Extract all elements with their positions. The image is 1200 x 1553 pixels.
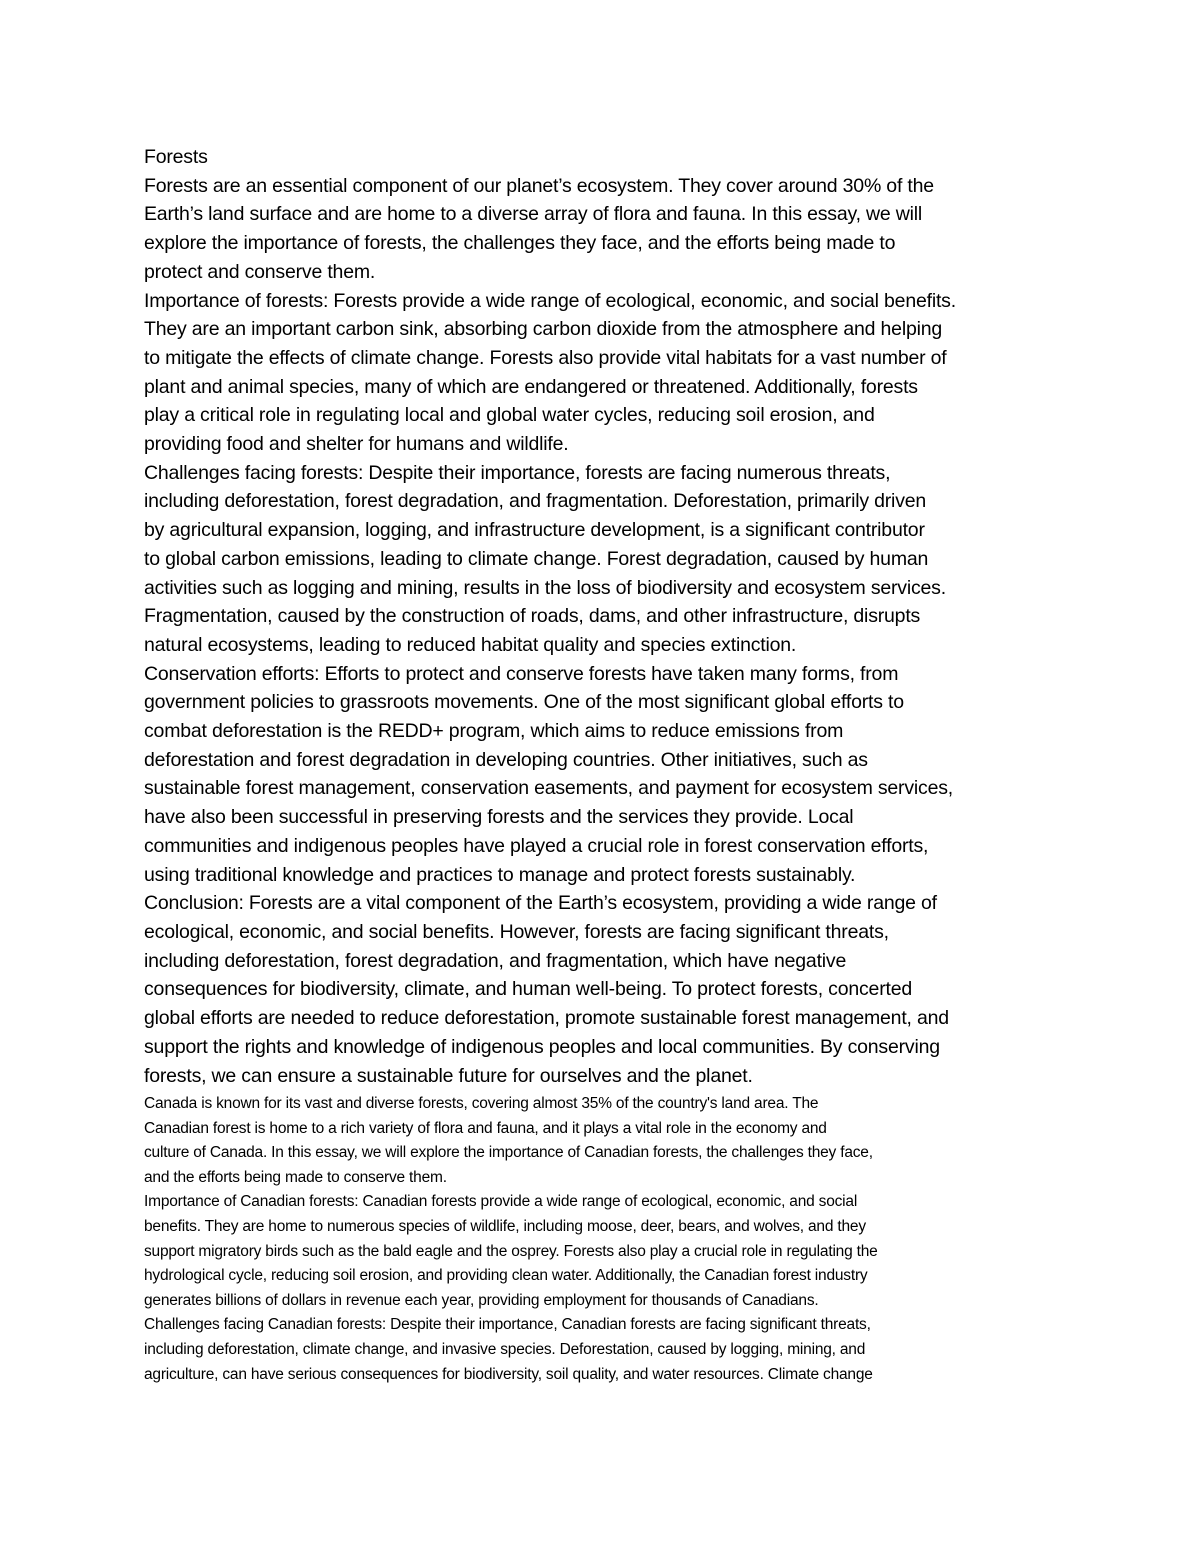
text-line: Canada is known for its vast and diverse forests, covering almost 35% of the country's land area. The [144, 1095, 819, 1112]
text-line: to global carbon emissions, leading to climate change. Forest degradation, caused by human [144, 547, 929, 570]
text-line: deforestation and forest degradation in developing countries. Other initiatives, such as [144, 748, 868, 771]
text-line: using traditional knowledge and practices to manage and protect forests sustainably. [144, 863, 856, 886]
text-line: generates billions of dollars in revenue each year, providing employment for thousands of Canadians. [144, 1291, 819, 1309]
text-line: Conclusion: Forests are a vital component of the Earth’s ecosystem, providing a wide range of [144, 892, 937, 915]
text-line: Forests are an essential component of our planet’s ecosystem. They cover around 30% of the [144, 174, 934, 197]
essay-canadian-forests [144, 1092, 1074, 1387]
text-line: Challenges facing Canadian forests: Despite their importance, Canadian forests are facing significant threats, [144, 1316, 871, 1334]
text-line: government policies to grassroots movements. One of the most significant global efforts to [144, 691, 904, 714]
text-line: Importance of Canadian forests: Canadian forests provide a wide range of ecological, economic, and social [144, 1193, 858, 1211]
text-line: forests, we can ensure a sustainable future for ourselves and the planet. [144, 1064, 753, 1087]
text-line: Conservation efforts: Efforts to protect and conserve forests have taken many forms, from [144, 662, 899, 685]
text-line: Canadian forest is home to a rich variety of flora and fauna, and it plays a vital role in the economy and [144, 1119, 827, 1137]
text-line: Earth’s land surface and are home to a diverse array of flora and fauna. In this essay, we will [144, 203, 923, 226]
text-line: support the rights and knowledge of indigenous peoples and local communities. By conserving [144, 1035, 940, 1058]
text-line: Fragmentation, caused by the construction of roads, dams, and other infrastructure, disrupts [144, 605, 921, 628]
text-line: support migratory birds such as the bald eagle and the osprey. Forests also play a crucial role in regulating the [144, 1242, 878, 1260]
text-line: protect and conserve them. [144, 260, 376, 283]
text-line: Importance of forests: Forests provide a wide range of ecological, economic, and social benefits. [144, 289, 956, 312]
text-line: including deforestation, climate change, and invasive species. Deforestation, caused by logging, mining, and [144, 1340, 866, 1358]
text-line: Challenges facing forests: Despite their importance, forests are facing numerous threats, [144, 461, 891, 484]
text-line: have also been successful in preserving forests and the services they provide. Local [144, 806, 854, 829]
text-line: natural ecosystems, leading to reduced habitat quality and species extinction. [144, 633, 797, 656]
text-line: consequences for biodiversity, climate, and human well-being. To protect forests, concerted [144, 978, 912, 1001]
text-line: by agricultural expansion, logging, and infrastructure development, is a significant contributor [144, 519, 925, 542]
text-line: ecological, economic, and social benefits. However, forests are facing significant threats, [144, 920, 889, 943]
text-line: plant and animal species, many of which are endangered or threatened. Additionally, forests [144, 375, 918, 398]
text-line: including deforestation, forest degradation, and fragmentation, which have negative [144, 949, 847, 972]
text-line: activities such as logging and mining, results in the loss of biodiversity and ecosystem services. [144, 576, 946, 599]
text-line: sustainable forest management, conservation easements, and payment for ecosystem services, [144, 777, 953, 800]
text-line: including deforestation, forest degradation, and fragmentation. Deforestation, primarily driven [144, 490, 927, 513]
essay-forests [144, 143, 1074, 1090]
text-line: benefits. They are home to numerous species of wildlife, including moose, deer, bears, and wolves, and they [144, 1217, 866, 1235]
text-line: play a critical role in regulating local and global water cycles, reducing soil erosion, and [144, 404, 875, 427]
text-line: providing food and shelter for humans and wildlife. [144, 433, 569, 456]
page-title: Forests [144, 146, 208, 168]
text-line: agriculture, can have serious consequences for biodiversity, soil quality, and water resources. Climate change [144, 1365, 873, 1383]
text-line: explore the importance of forests, the challenges they face, and the efforts being made to [144, 232, 896, 255]
text-line: culture of Canada. In this essay, we will explore the importance of Canadian forests, the challenges they face, [144, 1144, 873, 1162]
text-line: communities and indigenous peoples have played a crucial role in forest conservation efforts, [144, 834, 929, 857]
text-line: They are an important carbon sink, absorbing carbon dioxide from the atmosphere and helping [144, 318, 943, 341]
text-line: hydrological cycle, reducing soil erosion, and providing clean water. Additionally, the Canadian forest industry [144, 1267, 868, 1285]
text-line: and the efforts being made to conserve them. [144, 1168, 447, 1186]
text-line: to mitigate the effects of climate change. Forests also provide vital habitats for a vast number of [144, 346, 947, 369]
text-line: global efforts are needed to reduce deforestation, promote sustainable forest management, and [144, 1007, 949, 1030]
text-line: combat deforestation is the REDD+ program, which aims to reduce emissions from [144, 720, 844, 743]
